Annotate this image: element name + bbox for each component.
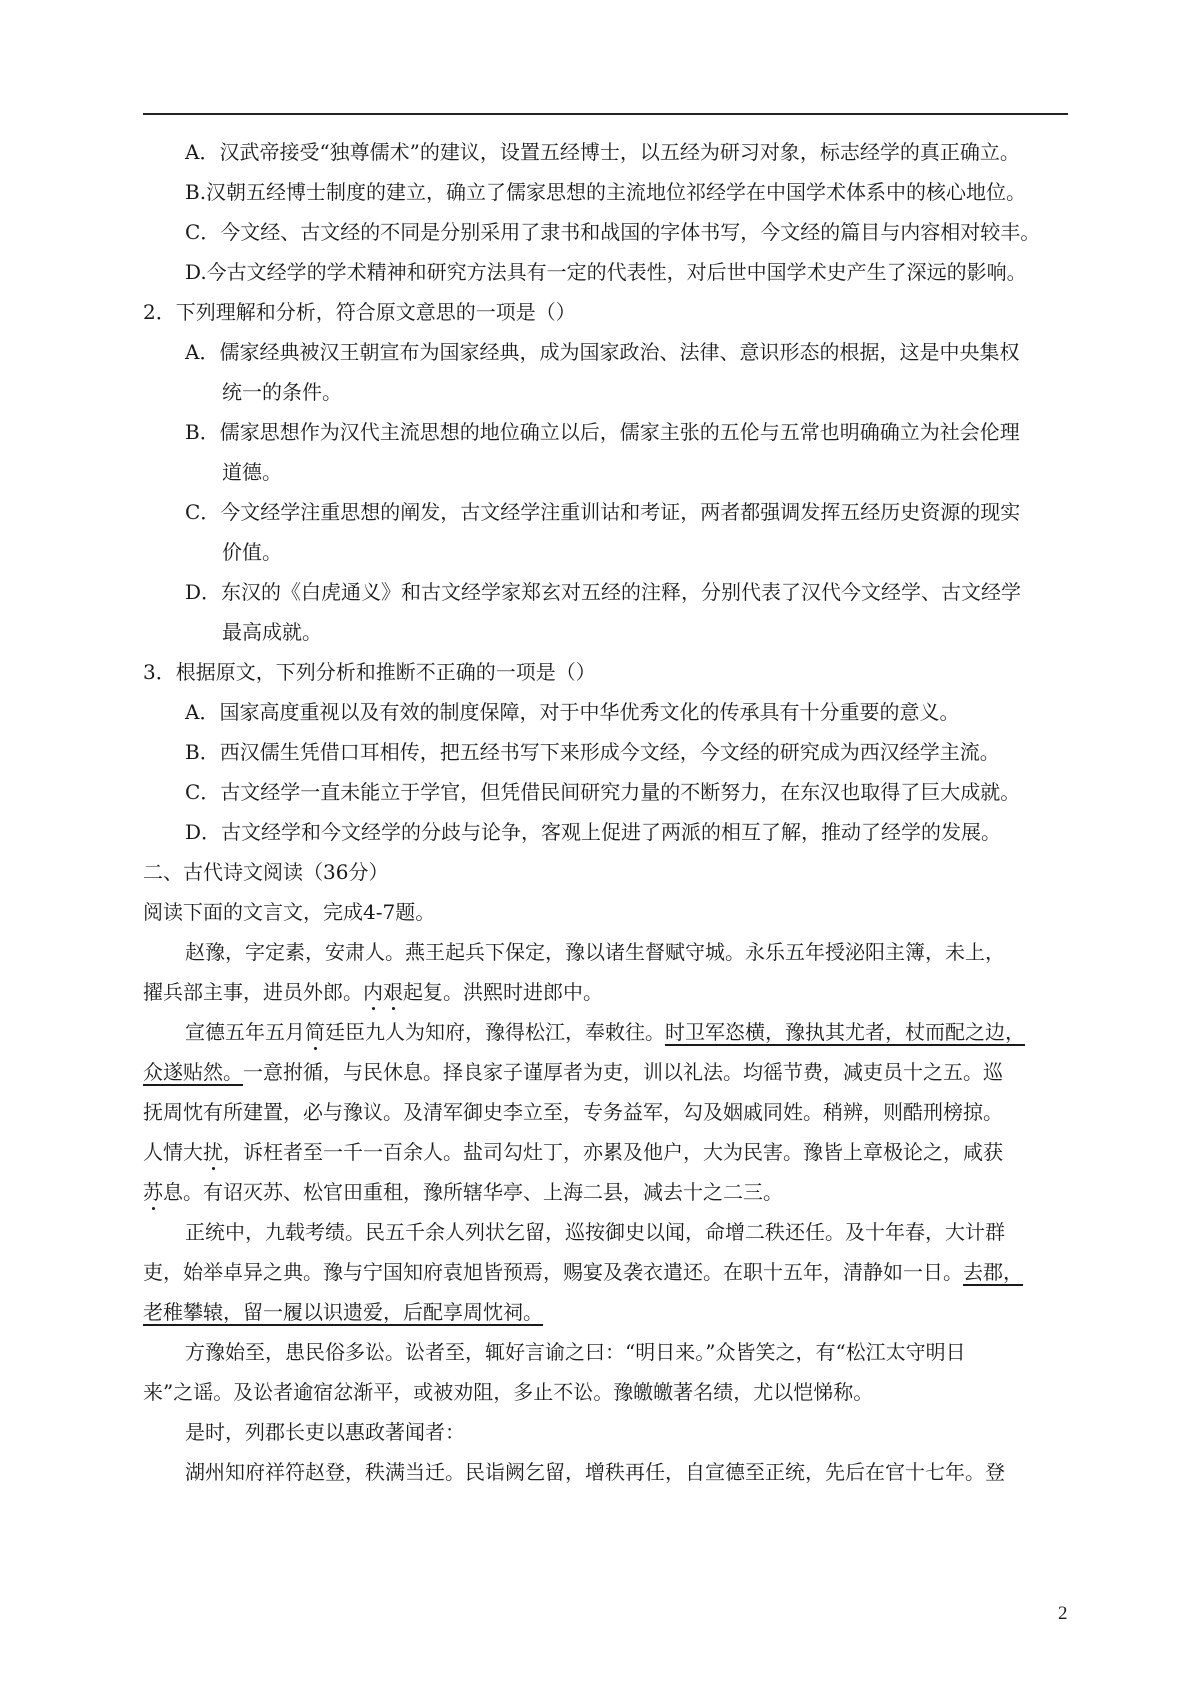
q3-option-a[interactable]: A．国家高度重视以及有效的制度保障，对于中华优秀文化的传承具有十分重要的意义。 bbox=[185, 700, 960, 724]
question-3-stem: 3．根据原文，下列分析和推断不正确的一项是（） bbox=[143, 660, 596, 684]
passage-text: 人情大 bbox=[143, 1140, 203, 1164]
q3-option-d[interactable]: D．古文经学和今文经学的分歧与论争，客观上促进了两派的相互了解，推动了经学的发展。 bbox=[185, 820, 1002, 844]
passage-line bbox=[143, 1172, 1068, 1212]
passage-line: 赵豫，字定素，安肃人。燕王起兵下保定，豫以诸生督赋守城。永乐五年授泌阳主簿，未上， bbox=[185, 940, 1005, 964]
page-number: 2 bbox=[1058, 1603, 1068, 1624]
q2-option-b-cont: 道德。 bbox=[222, 460, 282, 484]
passage-text: 宣德五年五月 bbox=[185, 1020, 305, 1044]
question-2-stem: 2．下列理解和分析，符合原文意思的一项是（） bbox=[143, 300, 576, 324]
underlined-sentence: 时卫军恣横，豫执其尤者，杖而配之边， bbox=[665, 1020, 1025, 1044]
q2-option-d[interactable]: D．东汉的《白虎通义》和古文经学家郑玄对五经的注释，分别代表了汉代今文经学、古文经学 bbox=[185, 580, 1022, 604]
passage-text: 廷臣九人为知府，豫得松江，奉敕往。 bbox=[325, 1020, 665, 1044]
passage-line: 湖州知府祥符赵登，秩满当迁。民诣阙乞留，增秩再任，自宣德至正统，先后在官十七年。登 bbox=[185, 1460, 1005, 1484]
passage-line: 正统中，九载考绩。民五千余人列状乞留，巡按御史以闻，命增二秩还任。及十年春，大计群 bbox=[185, 1220, 1005, 1244]
q2-option-c-cont: 价值。 bbox=[222, 540, 282, 564]
page-content bbox=[143, 132, 1068, 1492]
passage-text: 擢兵部主事，进员外郎。 bbox=[143, 980, 363, 1004]
passage-line bbox=[143, 1252, 1068, 1292]
underlined-sentence: 老稚攀辕，留一履以识遗爱，后配享周忱祠。 bbox=[143, 1300, 543, 1324]
passage-text: 起复。洪熙时进郎中。 bbox=[403, 980, 603, 1004]
passage-line bbox=[143, 1052, 1068, 1092]
q2-option-d-cont: 最高成就。 bbox=[222, 620, 322, 644]
reading-instruction: 阅读下面的文言文，完成4-7题。 bbox=[143, 900, 436, 924]
q2-option-b[interactable]: B．儒家思想作为汉代主流思想的地位确立以后，儒家主张的五伦与五常也明确确立为社会伦理 bbox=[185, 420, 1020, 444]
passage-line bbox=[143, 1132, 1068, 1172]
section-2-heading: 二、古代诗文阅读（36分） bbox=[143, 860, 389, 884]
q3-option-c[interactable]: C．古文经学一直未能立于学官，但凭借民间研究力量的不断努力，在东汉也取得了巨大成就。 bbox=[185, 780, 1021, 804]
passage-line: 是时，列郡长吏以惠政著闻者： bbox=[185, 1420, 465, 1444]
q2-option-c[interactable]: C．今文经学注重思想的阐发，古文经学注重训诂和考证，两者都强调发挥五经历史资源的现实 bbox=[185, 500, 1021, 524]
passage-line: 方豫始至，患民俗多讼。讼者至，辄好言谕之曰：“明日来。”众皆笑之，有“松江太守明日 bbox=[185, 1340, 966, 1364]
passage-text: 息。有诏灭苏、松官田重租，豫所辖华亭、上海二县，减去十之二三。 bbox=[163, 1180, 783, 1204]
passage-line: 来”之谣。及讼者逾宿忿渐平，或被劝阻，多止不讼。豫皦皦著名绩，尤以恺悌称。 bbox=[143, 1380, 874, 1404]
dotted-char: 扰 bbox=[203, 1140, 223, 1164]
passage-text: 吏，始举卓异之典。豫与宁国知府袁旭皆预焉，赐宴及袭衣遣还。在职十五年，清静如一日。 bbox=[143, 1260, 963, 1284]
passage-text: ，诉枉者至一千一百余人。盐司勾灶丁，亦累及他户，大为民害。豫皆上章极论之，咸获 bbox=[223, 1140, 1003, 1164]
passage-text: 一意拊循，与民休息。择良家子谨厚者为吏，训以礼法。均徭节费，减吏员十之五。巡 bbox=[243, 1060, 1003, 1084]
q2-option-a[interactable]: A．儒家经典被汉王朝宣布为国家经典，成为国家政治、法律、意识形态的根据，这是中央集权 bbox=[185, 340, 1020, 364]
dotted-char: 内 bbox=[363, 980, 383, 1004]
dotted-char: 艰 bbox=[383, 980, 403, 1004]
dotted-char: 苏 bbox=[143, 1180, 163, 1204]
passage-line bbox=[143, 1012, 1068, 1052]
passage-line bbox=[143, 1292, 1068, 1332]
dotted-char: 简 bbox=[305, 1020, 325, 1044]
q2-option-a-cont: 统一的条件。 bbox=[222, 380, 342, 404]
q1-option-c[interactable]: C．今文经、古文经的不同是分别采用了隶书和战国的字体书写，今文经的篇目与内容相对较丰。 bbox=[185, 220, 1041, 244]
underlined-sentence: 众遂贴然。 bbox=[143, 1060, 243, 1084]
underlined-sentence: 去郡， bbox=[963, 1260, 1023, 1284]
q1-option-a[interactable]: A．汉武帝接受“独尊儒术”的建议，设置五经博士，以五经为研习对象，标志经学的真正确立。 bbox=[185, 140, 1020, 164]
q3-option-b[interactable]: B．西汉儒生凭借口耳相传，把五经书写下来形成今文经，今文经的研究成为西汉经学主流。 bbox=[185, 740, 1000, 764]
passage-line: 抚周忱有所建置，必与豫议。及清军御史李立至，专务益军，勾及姻戚同姓。稍辨，则酷刑榜掠。 bbox=[143, 1100, 1003, 1124]
passage-line bbox=[143, 972, 1068, 1012]
header-rule bbox=[143, 113, 1068, 115]
q1-option-b[interactable]: B.汉朝五经博士制度的建立，确立了儒家思想的主流地位祁经学在中国学术体系中的核心地位。 bbox=[185, 180, 1027, 204]
q1-option-d[interactable]: D.今古文经学的学术精神和研究方法具有一定的代表性，对后世中国学术史产生了深远的影响。 bbox=[185, 260, 1027, 284]
